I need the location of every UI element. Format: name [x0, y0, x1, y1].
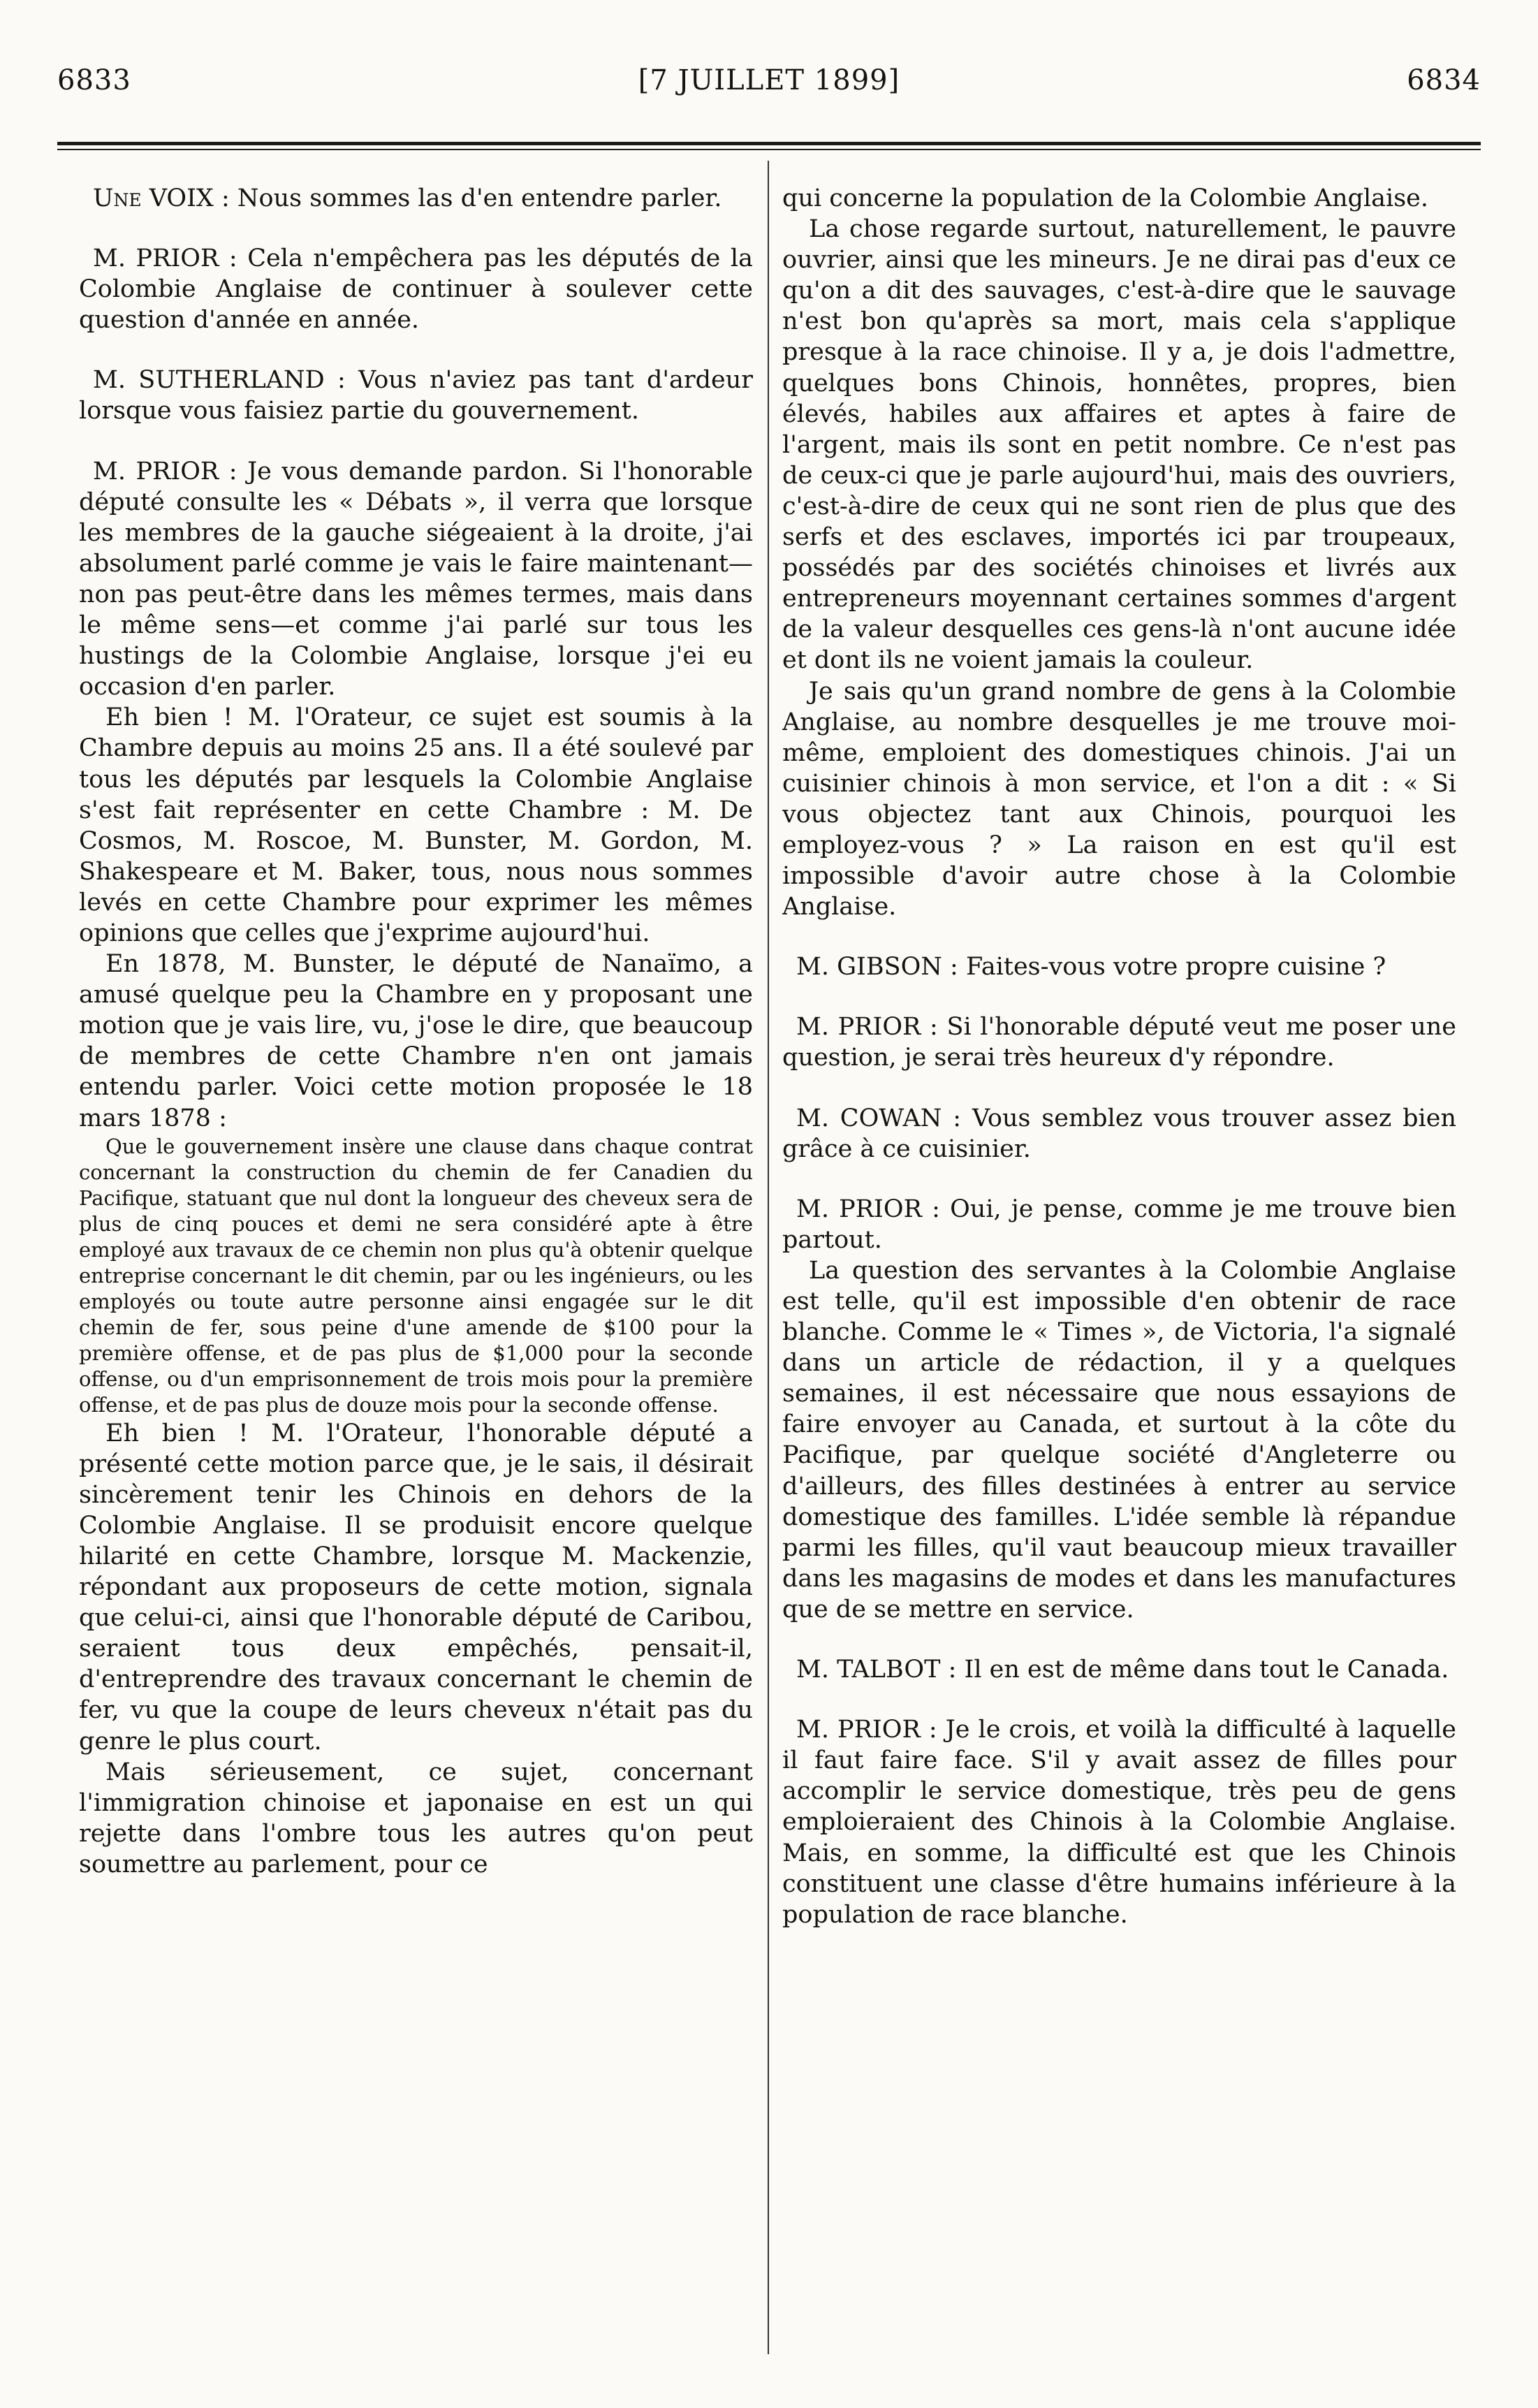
right-column	[782, 183, 1456, 2391]
speaker-name: M. COWAN :	[796, 1104, 962, 1132]
speech-paragraph	[782, 1012, 1456, 1073]
column-divider	[768, 161, 769, 2354]
speech-paragraph	[782, 1654, 1456, 1685]
speaker-name: M. PRIOR :	[93, 457, 237, 486]
speech-text: Vous semblez vous trouver assez bien grâce à ce cuisinier.	[782, 1104, 1456, 1163]
speech-paragraph	[782, 951, 1456, 982]
speech-paragraph: qui concerne la population de la Colombie Anglaise.	[782, 184, 1429, 212]
speaker-name: M. PRIOR :	[93, 245, 237, 273]
speech-paragraph	[782, 1103, 1456, 1165]
speech-paragraph	[79, 456, 753, 703]
speaker-name: M. PRIOR :	[796, 1195, 940, 1223]
quoted-motion: Que le gouvernement insère une clause dans chaque contrat concernant la construction du chemin de fer Canadien du Pacifique, statuant que nul dont la longueur des cheveux sera de plus de cinq pouces et demi ne sera considéré apte à être employé aux travaux de ce chemin non plus qu'à obtenir quelque entreprise concernant le dit chemin, par ou les ingénieurs, ou les employés ou toute autre personne ainsi engagée sur le dit chemin de fer, sous peine d'une amende de $100 pour la première offense, et de pas plus de $1,000 pour la seconde offense, ou d'un emprisonnement de trois mois pour la première offense, et de pas plus de douze mois pour la seconde offense.	[79, 1134, 753, 1417]
header-rule-thin	[57, 149, 1481, 150]
speech-text: Si l'honorable député veut me poser une question, je serai très heureux d'y répondre.	[782, 1013, 1456, 1072]
speech-text: Nous sommes las d'en entendre parler.	[229, 184, 722, 212]
speaker-name: M. PRIOR :	[796, 1716, 937, 1744]
speech-paragraph: Eh bien ! M. l'Orateur, ce sujet est soumis à la Chambre depuis au moins 25 ans. Il a été soulevé par tous les députés par lesquels la Colombie Anglaise s'est fait représenter en cette Chambre : M. De Cosmos, M. Roscoe, M. Bunster, M. Gordon, M. Shakespeare et M. Baker, tous, nous nous sommes levés en cette Chambre pour exprimer les mêmes opinions que celles que j'exprime aujourd'hui.	[79, 703, 753, 947]
speech-text: Cela n'empêchera pas les députés de la Colombie Anglaise de continuer à soulever cette question d'année en année.	[79, 245, 753, 335]
speech-paragraph	[79, 365, 753, 426]
speech-paragraph: En 1878, M. Bunster, le député de Nanaïmo, a amusé quelque peu la Chambre en y proposant une motion que je vais lire, vu, j'ose le dire, que beaucoup de membres de cette Chambre n'en ont jamais entendu parler. Voici cette motion proposée le 18 mars 1878 :	[79, 950, 753, 1132]
header-rule-thick	[57, 142, 1481, 145]
speaker-name: M. PRIOR :	[796, 1013, 938, 1042]
speech-text: Vous n'aviez pas tant d'ardeur lorsque vous faisiez partie du gouvernement.	[79, 366, 753, 425]
speech-paragraph	[782, 1194, 1456, 1255]
speaker-name: M. TALBOT :	[796, 1656, 957, 1684]
speech-text: Il en est de même dans tout le Canada.	[956, 1656, 1449, 1684]
speech-text: Faites-vous votre propre cuisine ?	[958, 953, 1386, 982]
page-number-right: 6834	[1407, 64, 1481, 96]
speech-paragraph: Mais sérieusement, ce sujet, concernant l'immigration chinoise et japonaise en est un qui rejette dans l'ombre tous les autres qu'on peut soumettre au parlement, pour ce	[79, 1758, 753, 1878]
speech-text: Je vous demande pardon. Si l'honorable député consulte les « Débats », il verra que lorsque les membres de la gauche siégeaient à la droite, j'ai absolument parlé comme je vais le faire maintenant—non pas peut-être dans les mêmes termes, mais dans le même sens—et comme j'ai parlé sur tous les hustings de la Colombie Anglaise, lorsque j'ei eu occasion d'en parler.	[79, 457, 753, 701]
speech-paragraph: La chose regarde surtout, naturellement, le pauvre ouvrier, ainsi que les mineurs. Je ne dirai pas d'eux ce qu'on a dit des sauvages, c'est-à-dire que le sauvage n'est bon qu'après sa mort, mais cela s'applique presque à la race chinoise. Il y a, je dois l'admettre, quelques bons Chinois, honnêtes, propres, bien élevés, habiles aux affaires et aptes à faire de l'argent, mais ils sont en petit nombre. Ce n'est pas de ceux-ci que je parle aujourd'hui, mais des ouvriers, c'est-à-dire de ceux qui ne sont rien de plus que des serfs et des esclaves, importés ici par troupeaux, possédés par des sociétés chinoises et livrés aux entrepreneurs moyennant certaines sommes d'argent de la valeur desquelles ces gens-là n'ont aucune idée et dont ils ne voient jamais la couleur.	[782, 215, 1456, 675]
sitting-date: [7 JUILLET 1899]	[638, 64, 900, 96]
speaker-name: M. SUTHERLAND :	[93, 366, 346, 395]
speaker-name: Une VOIX :	[93, 184, 230, 212]
speaker-name: M. GIBSON :	[796, 953, 958, 982]
page-number-left: 6833	[57, 64, 131, 96]
speech-text: Oui, je pense, comme je me trouve bien partout.	[782, 1195, 1456, 1254]
page-header	[57, 64, 1481, 106]
speech-text: Je le crois, et voilà la difficulté à laquelle il faut faire face. S'il y avait assez de filles pour accomplir le service domestique, très peu de gens emploieraient des Chinois à la Colombie Anglaise. Mais, en somme, la difficulté est que les Chinois constituent une classe d'être humains inférieure à la population de race blanche.	[782, 1716, 1456, 1929]
speech-paragraph: Eh bien ! M. l'Orateur, l'honorable député a présenté cette motion parce que, je le sais, il désirait sincèrement tenir les Chinois en dehors de la Colombie Anglaise. Il se produisit encore quelque hilarité en cette Chambre, lorsque M. Mackenzie, répondant aux proposeurs de cette motion, signala que celui-ci, ainsi que l'honorable député de Caribou, seraient tous deux empêchés, pensait-il, d'entreprendre des travaux concernant le chemin de fer, vu que la coupe de leurs cheveux n'était pas du genre le plus court.	[79, 1419, 753, 1756]
speech-paragraph: Je sais qu'un grand nombre de gens à la Colombie Anglaise, au nombre desquelles je me trouve moi-même, emploient des domestiques chinois. J'ai un cuisinier chinois à mon service, et l'on a dit : « Si vous objectez tant aux Chinois, pourquoi les employez-vous ? » La raison en est qu'il est impossible d'avoir autre chose à la Colombie Anglaise.	[782, 677, 1456, 921]
speech-paragraph	[782, 1714, 1456, 1930]
speech-paragraph: La question des servantes à la Colombie Anglaise est telle, qu'il est impossible d'en obtenir de race blanche. Comme le « Times », de Victoria, l'a signalé dans un article de rédaction, il y a quelques semaines, il est nécessaire que nous essayions de faire envoyer au Canada, et surtout à la côte du Pacifique, par quelque société d'Angleterre ou d'ailleurs, des filles destinées à entrer au service domestique des familles. L'idée semble là répandue parmi les filles, qu'il vaut beaucoup mieux travailler dans les magasins de modes et dans les manufactures que de se mettre en service.	[782, 1256, 1456, 1623]
speech-paragraph	[79, 243, 753, 335]
left-column	[79, 183, 753, 2391]
speech-paragraph	[79, 183, 753, 214]
